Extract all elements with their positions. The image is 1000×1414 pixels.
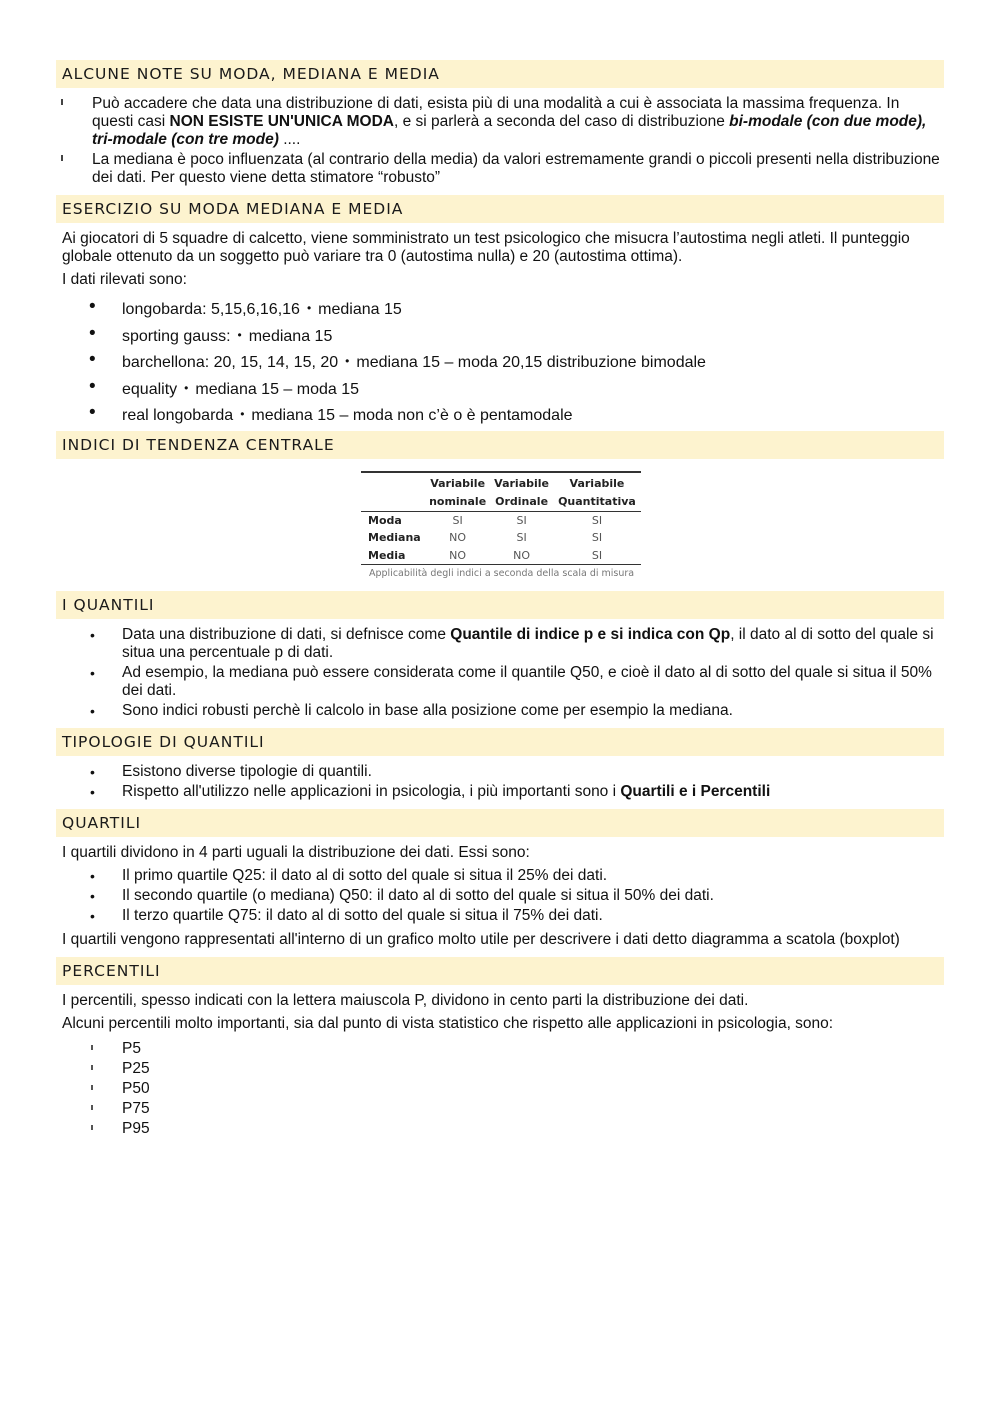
- section-heading-percentili: PERCENTILI: [56, 957, 944, 985]
- paragraph: I quartili vengono rappresentati all'interno di un grafico molto utile per descrivere i dati detto diagramma a scatola (boxplot): [62, 931, 900, 948]
- section-heading-note: ALCUNE NOTE SU MODA, MEDIANA E MEDIA: [56, 60, 944, 88]
- paragraph: Alcuni percentili molto importanti, sia dal punto di vista statistico che rispetto alle applicazioni in psicologia, sono:: [62, 1015, 834, 1032]
- list-item: P75: [56, 1099, 944, 1119]
- list-item: • longobarda: 5,15,6,16,16 • mediana 15: [56, 298, 944, 320]
- list-item: • real longobarda • mediana 15 – moda non c’è o è pentamodale: [56, 404, 944, 426]
- team-list: [56, 298, 944, 426]
- list-item: P25: [56, 1059, 944, 1079]
- paragraph: I quartili dividono in 4 parti uguali la distribuzione dei dati. Essi sono:: [62, 844, 530, 861]
- table-row: Mediana NO SI SI: [368, 531, 603, 544]
- quantili-list: [56, 626, 944, 720]
- list-item: • Sono indici robusti perchè li calcolo in base alla posizione come per esempio la mediana.: [56, 702, 944, 720]
- list-item: P50: [56, 1079, 944, 1099]
- section-heading-quartili: QUARTILI: [56, 809, 944, 837]
- list-item: Può accadere che data una distribuzione di dati, esista più di una modalità a cui è associata la massima frequenza. In questi casi NON ESISTE UN'UNICA MODA, e si parlerà a seconda del caso di distribuzione bi-modale (con due mode), tri-modale (con tre mode) ....: [56, 95, 944, 149]
- table-row: Media NO NO SI: [361, 547, 641, 565]
- paragraph: I dati rilevati sono:: [62, 271, 187, 288]
- list-item: • equality • mediana 15 – moda 15: [56, 378, 944, 400]
- list-item: • sporting gauss: • mediana 15: [56, 325, 944, 347]
- indices-table-figure: [361, 471, 641, 580]
- section-heading-indici: INDICI DI TENDENZA CENTRALE: [56, 431, 944, 459]
- table-row: Moda SI SI SI: [368, 513, 603, 527]
- tipologie-list: [56, 763, 944, 801]
- list-item: • Rispetto all'utilizzo nelle applicazioni in psicologia, i più importanti sono i Quartili e i Percentili: [56, 783, 944, 801]
- list-item: • Data una distribuzione di dati, si defnisce come Quantile di indice p e si indica con Qp, il dato al di sotto del quale si situa una percentuale p di dati.: [56, 626, 944, 662]
- list-item: P95: [56, 1119, 944, 1139]
- list-item: • barchellona: 20, 15, 14, 15, 20 • mediana 15 – moda 20,15 distribuzione bimodale: [56, 351, 944, 373]
- list-item: La mediana è poco influenzata (al contrario della media) da valori estremamente grandi o piccoli presenti nella distribuzione dei dati. Per questo viene detta stimatore “robusto”: [56, 151, 944, 187]
- table-caption: Applicabilità degli indici a seconda della scala di misura: [369, 568, 635, 579]
- list-item: • Ad esempio, la mediana può essere considerata come il quantile Q50, e cioè il dato al di sotto del quale si situa il 50% dei dati.: [56, 664, 944, 700]
- list-item: • Il terzo quartile Q75: il dato al di sotto del quale si situa il 75% dei dati.: [56, 907, 944, 925]
- percentili-list: [56, 1039, 944, 1139]
- quartili-list: [56, 867, 944, 925]
- paragraph: I percentili, spesso indicati con la lettera maiuscola P, dividono in cento parti la distribuzione dei dati.: [62, 992, 749, 1009]
- list-item: • Il primo quartile Q25: il dato al di sotto del quale si situa il 25% dei dati.: [56, 867, 944, 885]
- list-item: • Il secondo quartile (o mediana) Q50: il dato al di sotto del quale si situa il 50% dei dati.: [56, 887, 944, 905]
- list-item: P5: [56, 1039, 944, 1059]
- section-heading-esercizio: ESERCIZIO SU MODA MEDIANA E MEDIA: [56, 195, 944, 223]
- paragraph: Ai giocatori di 5 squadre di calcetto, viene somministrato un test psicologico che misucra l’autostima negli atleti. Il punteggio globale ottenuto da un soggetto può variare tra 0 (autostima nulla) e 20 (autostima ottima).: [62, 230, 910, 265]
- note-list: [56, 95, 944, 187]
- indices-table: Variabile Variabile Variabile nominale Ordinale Quantitativa Moda SI SI SI Mediana NO SI SI Media NO NO SI: [361, 471, 641, 566]
- section-heading-tipologie: TIPOLOGIE DI QUANTILI: [56, 728, 944, 756]
- list-item: • Esistono diverse tipologie di quantili.: [56, 763, 944, 781]
- document-page: [56, 60, 944, 1139]
- section-heading-quantili: I QUANTILI: [56, 591, 944, 619]
